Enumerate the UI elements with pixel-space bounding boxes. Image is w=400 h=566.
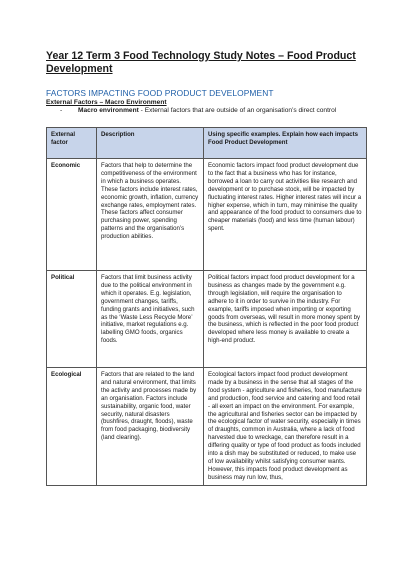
impact-cell: Political factors impact food product development for a business as changes made by the government e.g. through legislation, will require the organisation to adhere to it in order to survive in the industry. For example, tariffs imposed when importing or exporting goods from overseas, will result in more money spent by the business, which is reflected in the poor food product developed where less money is available to create a high-end product. (204, 271, 367, 368)
impact-cell: Ecological factors impact food product development made by a business in the sense that all stages of the food system - agriculture and fisheries, food manufacture and production, food service and catering and food retail - all exert an impact on the environment. For example, the agricultural and fisheries sector can be impacted by the ecological factor of water security, especially in times of draughts, common in Australia, where a lack of food harvested due to wreckage, can therefore result in a differing quality or type of food product as foods included into a dish may be substituted or reduced, to make use of low availability whilst satisfying consumer wants. However, this impacts food product development as business may run low, thus, (204, 368, 367, 486)
bullet-term: Macro environment (78, 107, 139, 114)
subheading: External Factors – Macro Environment (46, 99, 167, 106)
bullet-dash: - (60, 107, 63, 114)
description-cell: Factors that are related to the land and natural environment, that limits the activity and processes made by an organisation. Factors include sustainability, organic food, water security, natural disasters (bushfires, draught, floods), waste from food packaging, biodiversity (land clearing). (97, 368, 204, 486)
header-impact: Using specific examples. Explain how each impacts Food Product Development (204, 128, 367, 159)
factor-cell: Political (47, 271, 97, 368)
description-cell: Factors that limit business activity due to the political environment in which it operates. E.g. legislation, government changes, tariffs, funding grants and initiatives, such as the ‘Waste Less Recycle More’ initiative, market regulations e.g. labelling GMO foods, organics foods. (97, 271, 204, 368)
table-row (47, 271, 367, 368)
factors-table (46, 127, 367, 486)
bullet-definition (46, 107, 364, 115)
header-external-factor: External factor (47, 128, 97, 159)
header-description: Description (97, 128, 204, 159)
impact-cell: Economic factors impact food product development due to the fact that a business who has for instance, borrowed a loan to carry out activities like research and development or to purchase stock, will be impacted by fluctuating interest rates. Higher interest rates will incur a higher expense, which in turn, may minimise the quality and appearance of the food product to consumers due to cheaper materials (food) and less time (human labour) spent. (204, 159, 367, 271)
table-row (47, 368, 367, 486)
factor-cell: Economic (47, 159, 97, 271)
table-header-row (47, 128, 367, 159)
description-cell: Factors that help to determine the competitiveness of the environment in which a business operates. These factors include interest rates, economic growth, inflation, currency exchange rates, employment rates. These factors affect consumer purchasing power, spending patterns and the organisation’s production abilities. (97, 159, 204, 271)
document-title: Year 12 Term 3 Food Technology Study Notes – Food Product Development (46, 50, 356, 75)
bullet-text: - External factors that are outside of an organisation’s direct control (138, 107, 337, 114)
section-title: FACTORS IMPACTING FOOD PRODUCT DEVELOPMENT (46, 88, 274, 98)
table-row (47, 159, 367, 271)
factor-cell: Ecological (47, 368, 97, 486)
